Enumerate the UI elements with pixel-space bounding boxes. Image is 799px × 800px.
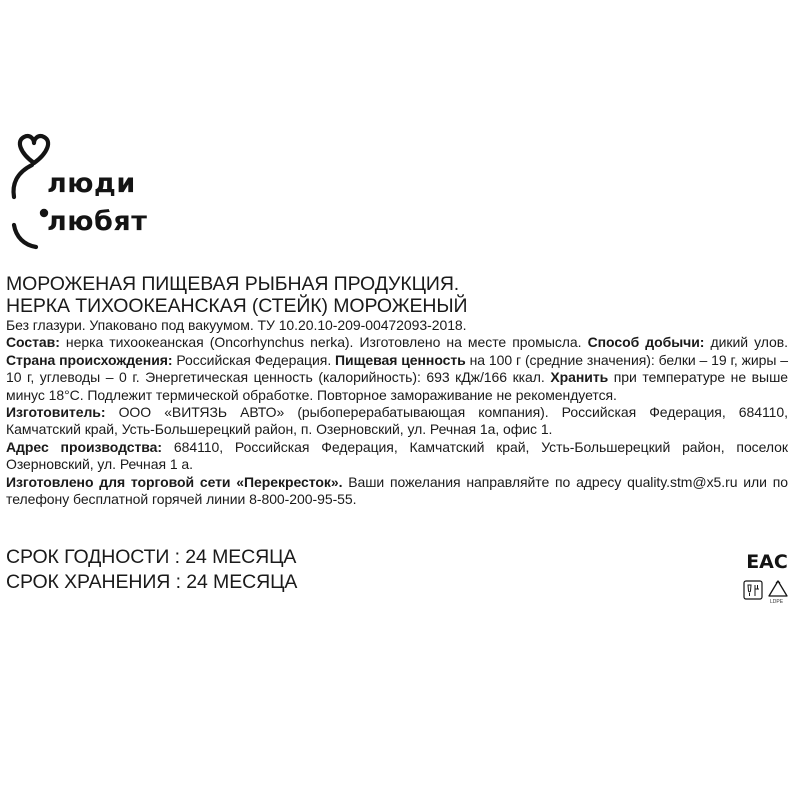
origin-text: Российская Федерация. xyxy=(172,351,336,368)
production-paragraph xyxy=(6,439,788,474)
packaging-marks xyxy=(743,578,791,608)
production-text: 684110, Российская Федерация, Камчатский край, Усть-Большерецкий район, поселок Озерновский, ул. Речная 1 а. xyxy=(6,438,788,473)
intro-text xyxy=(6,317,788,404)
product-title-line2: НЕРКА ТИХООКЕАНСКАЯ (СТЕЙК) МОРОЖЕНЫЙ xyxy=(6,295,468,317)
composition-label: Состав: xyxy=(6,334,60,351)
catch-text: дикий улов. xyxy=(704,334,788,351)
catch-label: Способ добычи: xyxy=(587,334,705,351)
nutrition-text: на 100 г (средние значения): белки – 19 г, жиры – 10 г, углеводы – 0 г. Энергетическая ценность (калорийность): 693 кДж/166 ккал. xyxy=(6,351,789,386)
recycling-code: LDPE xyxy=(770,599,784,605)
storage-period: СРОК ХРАНЕНИЯ : 24 МЕСЯЦА xyxy=(6,571,298,593)
eac-mark-icon xyxy=(746,548,788,573)
intro-line: Без глазури. Упаковано под вакуумом. ТУ 10.20.10-209-00472093-2018. xyxy=(6,317,467,333)
production-label: Адрес производства: xyxy=(6,438,163,455)
origin-label: Страна происхождения: xyxy=(6,351,173,368)
retail-paragraph xyxy=(6,474,788,509)
storage-text: при температуре не выше минус 18°С. Подлежит термической обработке. Повторное замораживание не рекомендуется. xyxy=(6,369,788,403)
recycling-triangle-icon xyxy=(769,581,787,596)
product-info xyxy=(6,317,788,508)
retail-label: Изготовлено для торговой сети «Перекресток». xyxy=(6,473,343,490)
manufacturer-label: Изготовитель: xyxy=(6,404,106,421)
product-title-line1: МОРОЖЕНАЯ ПИЩЕВАЯ РЫБНАЯ ПРОДУКЦИЯ. xyxy=(6,273,460,295)
logo-text-line1: люди xyxy=(47,168,136,199)
manufacturer-text: ООО «ВИТЯЗЬ АВТО» (рыбоперерабатывающая компания). Российская Федерация, 684110, Камчатский край, Усть-Большерецкий район, п. Озерновский, ул. Речная 1а, офис 1. xyxy=(6,404,788,438)
product-title xyxy=(6,273,786,317)
nutrition-label: Пищевая ценность xyxy=(335,351,466,368)
eac-mark-text: EAC xyxy=(746,551,788,573)
best-before: СРОК ГОДНОСТИ : 24 МЕСЯЦА xyxy=(6,546,297,568)
brand-logo xyxy=(10,133,185,251)
composition-text: нерка тихоокеанская (Oncorhynchus nerka). Изготовлено на месте промысла. xyxy=(59,334,588,351)
food-safe-glass-fork-icon xyxy=(744,581,762,599)
retail-text: Ваши пожелания направляйте по адресу quality.stm@x5.ru или по телефону бесплатной горячей линии 8-800-200-95-55. xyxy=(6,473,788,508)
logo-text-line2: любят xyxy=(47,206,148,237)
manufacturer-paragraph xyxy=(6,404,788,439)
shelf-life-block xyxy=(6,545,297,595)
storage-label: Хранить xyxy=(550,369,609,386)
